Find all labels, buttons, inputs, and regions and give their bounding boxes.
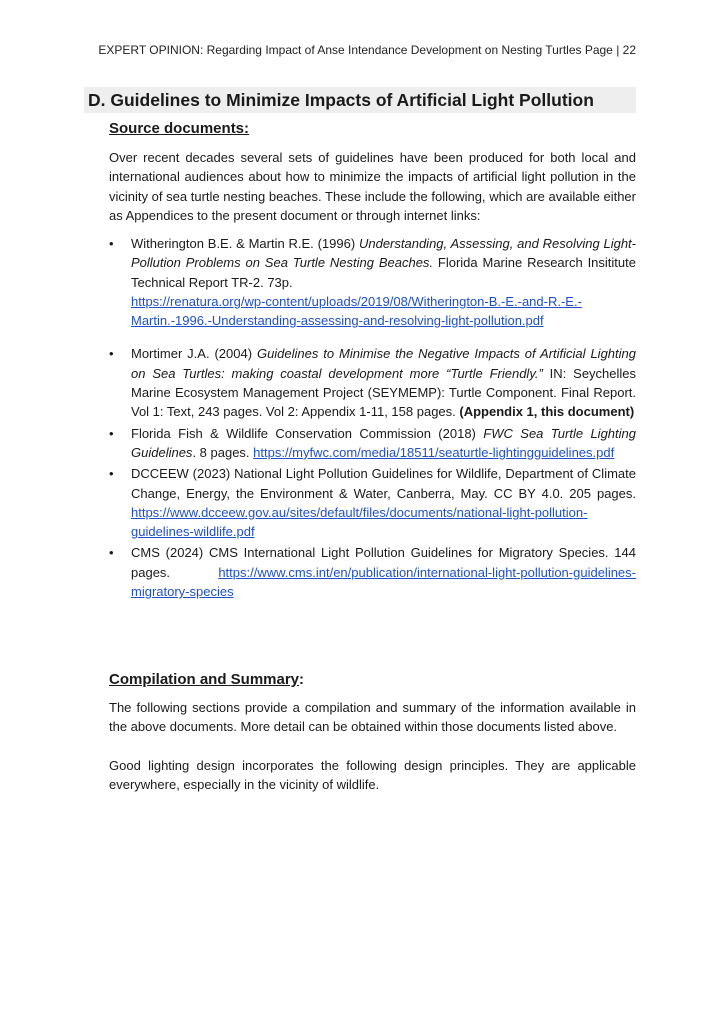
reference-link[interactable]: https://myfwc.com/media/18511/seaturtle-lightingguidelines.pdf	[253, 444, 615, 460]
compilation-heading-text: Compilation and Summary	[109, 671, 300, 688]
bullet-marker: •	[109, 466, 114, 482]
reference-authors: Witherington B.E. & Martin R.E. (1996)	[131, 236, 359, 251]
compilation-paragraph-1: The following sections provide a compilation and summary of the information available in the above documents. More detail can be obtained within those documents listed above.	[109, 700, 636, 735]
reference-title: Guidelines to Minimise the Negative Impacts of Artificial Lighting on Sea Turtles: making coastal development more “Turtle Friendly.”	[131, 346, 636, 381]
reference-item-cms	[109, 543, 636, 601]
bullet-marker: •	[109, 545, 114, 561]
reference-item-witherington	[109, 234, 636, 330]
reference-authors: DCCEEW (2023) National Light Pollution Guidelines for Wildlife, Department of Climate Change, Energy, the Environment & Water, Canberra, May. CC BY 4.0. 205 pages.	[131, 466, 636, 501]
reference-details: Florida Marine Research Insititute Technical Report TR-2. 73p.	[131, 255, 636, 290]
source-intro-paragraph: Over recent decades several sets of guidelines have been produced for both local and international audiences about how to minimize the impacts of artificial light pollution in the vicinity of sea turtle nesting beaches. These include the following, which are available either as Appendices to the present document or through internet links:	[109, 150, 636, 223]
bullet-marker: •	[109, 346, 114, 362]
reference-list	[109, 234, 636, 601]
reference-details: IN: Seychelles Marine Ecosystem Management Project (SEYMEMP): Turtle Component. Final Report. Vol 1: Text, 243 pages. Vol 2: Appendix 1-11, 158 pages.	[131, 365, 637, 420]
section-title: D. Guidelines to Minimize Impacts of Artificial Light Pollution	[84, 87, 636, 113]
bullet-marker: •	[109, 425, 114, 441]
compilation-heading	[109, 671, 304, 688]
reference-details: . 8 pages.	[192, 444, 254, 460]
reference-authors: Mortimer J.A. (2004)	[131, 346, 257, 362]
running-header: EXPERT OPINION: Regarding Impact of Anse Intendance Development on Nesting Turtles Page | 22	[98, 43, 636, 57]
reference-item-fwc	[109, 424, 636, 463]
reference-item-dcceew	[109, 464, 636, 541]
reference-link[interactable]: https://renatura.org/wp-content/uploads/2019/08/Witherington-B.-E.-and-R.-E.-Martin.-1996.-Understanding-assessing-and-resolving-light-pollution.pdf	[131, 293, 582, 329]
bullet-marker: •	[109, 236, 114, 251]
appendix-note: (Appendix 1, this document)	[459, 404, 635, 420]
compilation-paragraph-2: Good lighting design incorporates the following design principles. They are applicable everywhere, especially in the vicinity of wildlife.	[109, 758, 636, 793]
reference-authors: Florida Fish & Wildlife Conservation Commission (2018)	[131, 425, 484, 441]
reference-link[interactable]: https://www.cms.int/en/publication/international-light-pollution-guidelines-migratory-species	[131, 564, 636, 600]
reference-link[interactable]: https://www.dcceew.gov.au/sites/default/files/documents/national-light-pollution-guidelines-wildlife.pdf	[131, 504, 588, 540]
reference-title: FWC Sea Turtle Lighting Guidelines	[131, 425, 636, 460]
source-documents-heading: Source documents:	[109, 120, 250, 137]
reference-authors: CMS (2024) CMS International Light Pollution Guidelines for Migratory Species. 144 pages.	[131, 545, 636, 580]
reference-title: Understanding, Assessing, and Resolving Light-Pollution Problems on Sea Turtle Nesting Beaches.	[131, 236, 636, 271]
compilation-heading-colon: :	[299, 671, 305, 688]
reference-item-mortimer	[109, 344, 636, 421]
